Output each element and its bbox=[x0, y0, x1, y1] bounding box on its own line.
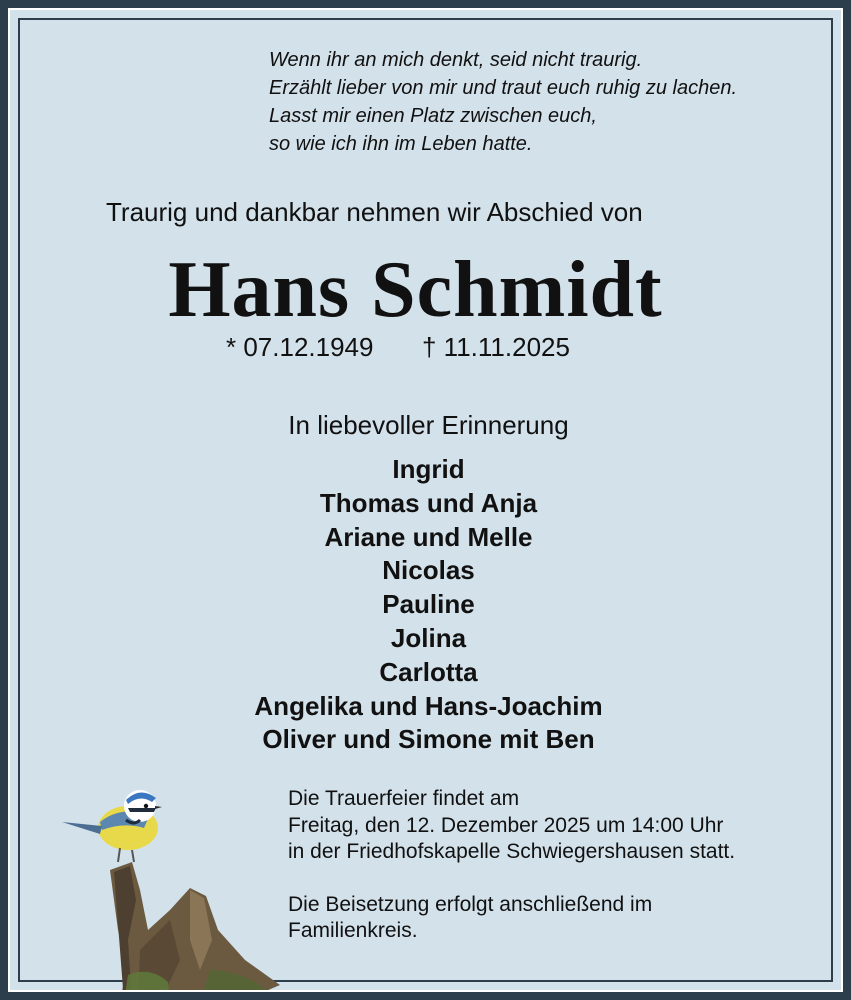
poem bbox=[269, 46, 737, 158]
service-info bbox=[288, 786, 735, 945]
deceased-name: Hans Schmidt bbox=[168, 246, 663, 334]
blue-tit-image bbox=[40, 770, 300, 992]
birth-date: * 07.12.1949 bbox=[226, 332, 374, 362]
mourner: Jolina bbox=[390, 622, 467, 653]
burial-line: Die Beisetzung erfolgt anschließend im bbox=[288, 892, 653, 916]
mourner: Oliver und Simone mit Ben bbox=[262, 724, 595, 755]
mourner: Pauline bbox=[382, 589, 475, 620]
poem-line: Lasst mir einen Platz zwischen euch, bbox=[269, 105, 597, 127]
poem-line: so wie ich ihn im Leben hatte. bbox=[269, 133, 533, 155]
spacer bbox=[288, 866, 735, 892]
mourners-list bbox=[10, 453, 843, 757]
obituary-card bbox=[8, 8, 843, 992]
service-line: Freitag, den 12. Dezember 2025 um 14:00 Uhr bbox=[288, 813, 724, 837]
service-line: in der Friedhofskapelle Schwiegershausen statt. bbox=[288, 840, 736, 863]
farewell-intro: Traurig und dankbar nehmen wir Abschied von bbox=[106, 197, 643, 227]
burial-line: Familienkreis. bbox=[288, 919, 418, 942]
mourner: Angelika und Hans-Joachim bbox=[254, 690, 603, 721]
mourner: Ariane und Melle bbox=[324, 521, 533, 552]
mourner: Thomas und Anja bbox=[319, 487, 538, 518]
memory-line: In liebevoller Erinnerung bbox=[288, 410, 569, 440]
poem-line: Erzählt lieber von mir und traut euch ruhig zu lachen. bbox=[269, 77, 738, 99]
death-date: † 11.11.2025 bbox=[422, 332, 570, 362]
mourner: Ingrid bbox=[392, 454, 465, 484]
service-line: Die Trauerfeier findet am bbox=[288, 787, 520, 810]
mourner: Carlotta bbox=[379, 656, 478, 687]
mourner: Nicolas bbox=[382, 555, 475, 586]
poem-line: Wenn ihr an mich denkt, seid nicht traurig. bbox=[269, 49, 643, 71]
